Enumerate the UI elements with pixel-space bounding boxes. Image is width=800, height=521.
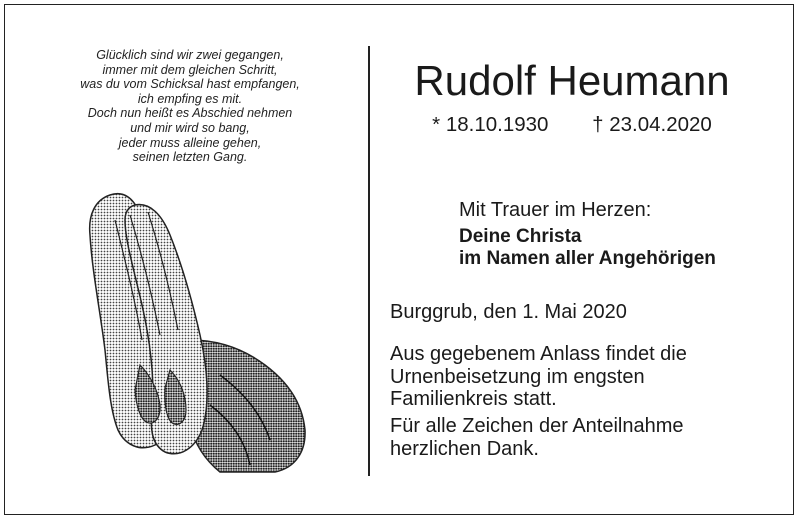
poem-line: ich empfing es mit. — [137, 91, 243, 106]
thanks-text — [390, 415, 684, 460]
poem-line: Doch nun heißt es Abschied nehmen — [87, 106, 293, 121]
death-date: † 23.04.2020 — [592, 113, 712, 136]
deceased-name: Rudolf Heumann — [414, 57, 730, 104]
signer-line: Deine Christa — [459, 226, 582, 247]
birth-date: * 18.10.1930 — [432, 113, 549, 136]
life-dates — [372, 112, 772, 138]
poem-line: jeder muss alleine gehen, — [118, 135, 262, 150]
notice-line: Urnenbeisetzung im engsten — [390, 365, 645, 388]
thanks-line: herzlichen Dank. — [390, 437, 539, 460]
notice-line: Aus gegebenem Anlass findet die — [390, 343, 687, 365]
poem-line: seinen letzten Gang. — [132, 150, 248, 165]
notice-line: Familienkreis statt. — [390, 388, 557, 410]
place-date: Burggrub, den 1. Mai 2020 — [390, 301, 627, 323]
poem-line: und mir wird so bang, — [130, 120, 250, 135]
column-divider — [368, 46, 370, 476]
poem-line: Glücklich sind wir zwei gegangen, — [96, 48, 284, 62]
thanks-line: Für alle Zeichen der Anteilnahme — [390, 415, 684, 437]
poem-line: immer mit dem gleichen Schritt, — [102, 62, 278, 77]
signer-line: im Namen aller Angehörigen — [459, 248, 716, 269]
mourning-intro: Mit Trauer im Herzen: — [459, 199, 652, 221]
poem-line: was du vom Schicksal hast empfangen, — [80, 77, 300, 92]
praying-hands-icon — [70, 190, 310, 475]
poem — [50, 48, 330, 165]
burial-notice — [390, 343, 687, 411]
signers — [459, 226, 716, 270]
